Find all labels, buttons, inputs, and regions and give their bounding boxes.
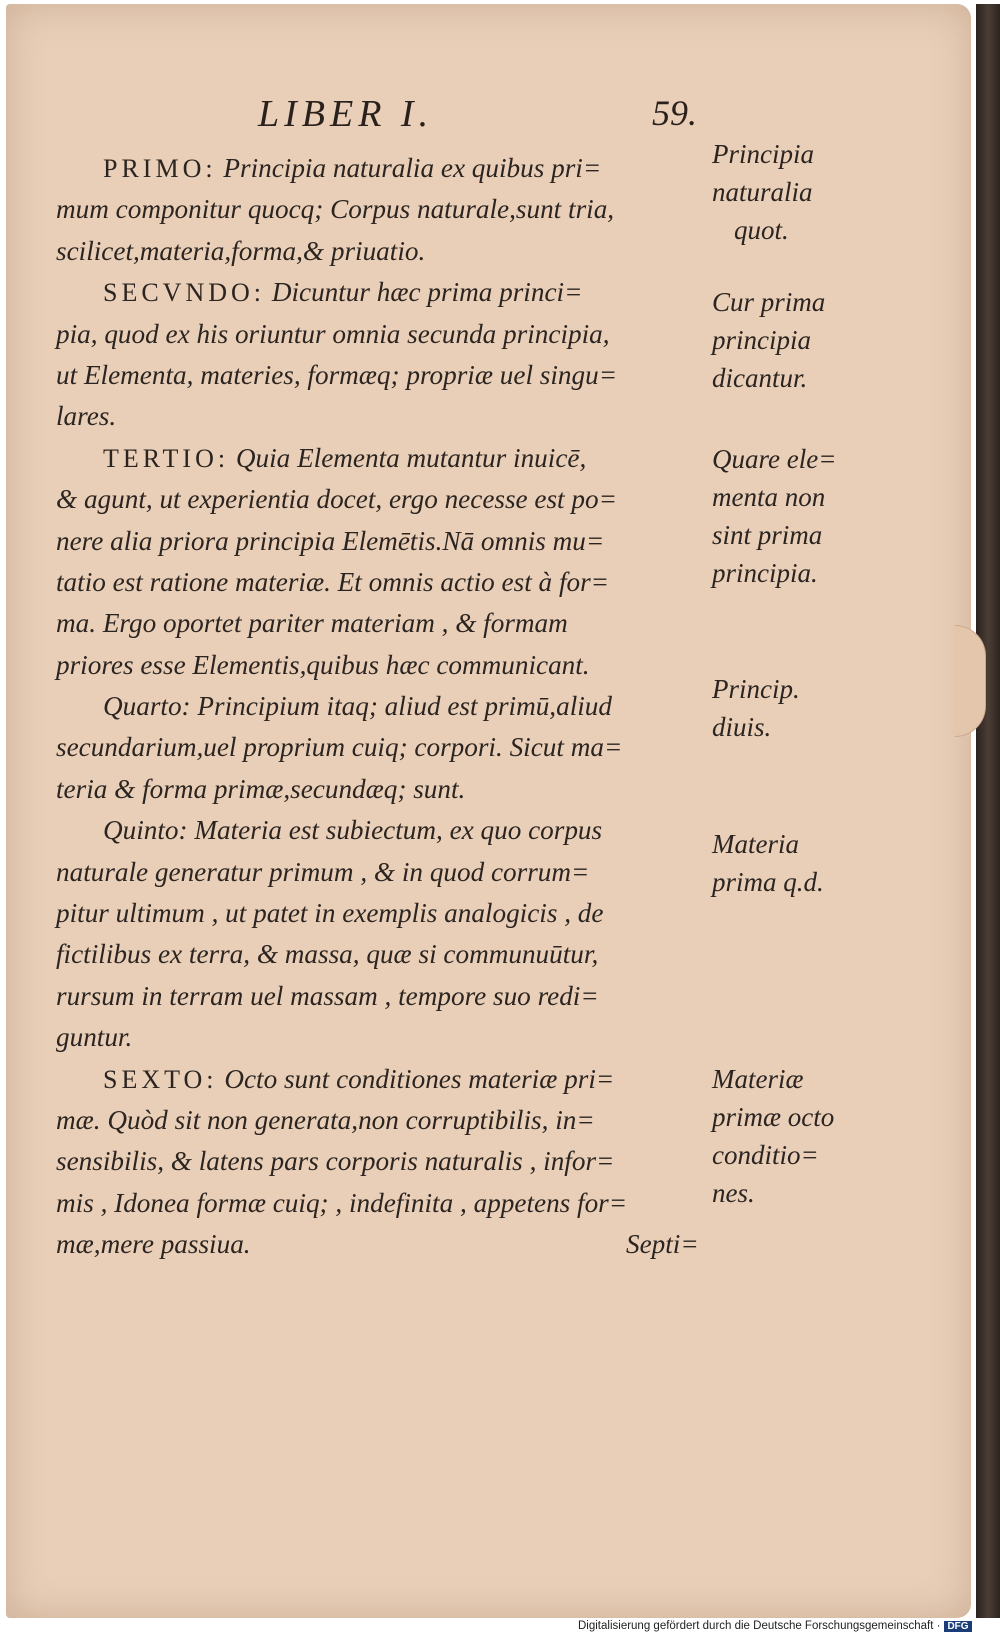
text-line: [56, 893, 696, 934]
line-text: mum componitur quocq; Corpus naturale,sunt tria,: [56, 194, 615, 225]
margin-note: [712, 670, 872, 746]
text-line: [56, 769, 696, 810]
text-line: [56, 1059, 696, 1100]
text-line: [56, 810, 696, 851]
margin-note-line: principia: [712, 325, 811, 355]
line-text: pia, quod ex his oriuntur omnia secunda principia,: [56, 318, 610, 349]
line-text: priores esse Elementis,quibus hæc communicant.: [56, 649, 590, 680]
margin-note-line: conditio=: [712, 1140, 819, 1170]
margin-note-line: principia.: [712, 558, 818, 588]
digitization-footer: [578, 1620, 998, 1640]
text-line: [56, 1017, 696, 1058]
line-text: nere alia priora principia Elemētis.Nā omnis mu=: [56, 525, 605, 556]
text-line: [56, 521, 696, 562]
margin-note-line: Quare ele=: [712, 444, 837, 474]
line-text: scilicet,materia,forma,& priuatio.: [56, 235, 426, 266]
margin-note-line: Materiæ: [712, 1064, 804, 1094]
line-text: mæ. Quòd sit non generata,non corruptibilis, in=: [56, 1104, 595, 1135]
text-line: [56, 1224, 699, 1265]
text-line: [56, 148, 696, 189]
margin-note-line: sint prima: [712, 520, 823, 550]
margin-note: [712, 283, 872, 397]
line-text: guntur.: [56, 1022, 133, 1053]
line-text: lares.: [56, 401, 117, 432]
text-line: [56, 396, 696, 437]
line-text: sensibilis, & latens pars corporis naturalis , infor=: [56, 1146, 615, 1177]
margin-note-line: primæ octo: [712, 1102, 835, 1132]
line-text: teria & forma primæ,secundæq; sunt.: [56, 773, 466, 804]
text-line: [56, 355, 696, 396]
body-text: [56, 148, 699, 1266]
margin-note-line: menta non: [712, 482, 826, 512]
text-line: [56, 438, 696, 479]
margin-note-line: Materia: [712, 829, 799, 859]
section-label: TERTIO:: [103, 443, 230, 473]
text-line: [56, 852, 696, 893]
line-text: ut Elementa, materies, formæq; propriæ uel singu=: [56, 359, 618, 390]
margin-note-line: diuis.: [712, 712, 772, 742]
margin-note: [712, 825, 872, 901]
text-line: [56, 1141, 696, 1182]
text-line: [56, 603, 696, 644]
margin-note-line: dicantur.: [712, 363, 808, 393]
text-line: [56, 1100, 696, 1141]
page-number: 59.: [652, 93, 697, 133]
line-text: mis , Idonea formæ cuiq; , indefinita , appetens for=: [56, 1187, 628, 1218]
text-line: [56, 686, 696, 727]
line-text: Principia naturalia ex quibus pri=: [216, 153, 602, 183]
margin-note-line: prima q.d.: [712, 867, 824, 897]
text-line: [56, 645, 696, 686]
catchword: Septi=: [626, 1229, 699, 1260]
page-tab-notch: [955, 625, 986, 737]
line-text: rursum in terram uel massam , tempore suo redi=: [56, 980, 599, 1011]
text-line: [56, 934, 696, 975]
running-header: [100, 92, 700, 142]
dfg-logo: DFG: [944, 1621, 971, 1632]
text-line: [56, 976, 696, 1017]
margin-note-line: Princip.: [712, 674, 800, 704]
line-text: ma. Ergo oportet pariter materiam , & formam: [56, 608, 568, 639]
line-text: Quarto: Principium itaq; aliud est primū,aliud: [103, 691, 612, 722]
text-line: [56, 231, 696, 272]
margin-note: [712, 440, 872, 592]
text-line: [56, 272, 696, 313]
book-spine: [976, 4, 1000, 1618]
text-line: [56, 479, 696, 520]
text-line: [56, 314, 696, 355]
line-text: tatio est ratione materiæ. Et omnis actio est à for=: [56, 566, 610, 597]
margin-note: [712, 135, 872, 249]
section-label: SECVNDO:: [103, 278, 266, 308]
margin-note-line: nes.: [712, 1178, 755, 1208]
line-text: & agunt, ut experientia docet, ergo necesse est po=: [56, 484, 617, 515]
line-text: fictilibus ex terra, & massa, quæ si communuūtur,: [56, 939, 599, 970]
footer-text: Digitalisierung gefördert durch die Deutsche Forschungsgemeinschaft ·: [578, 1620, 941, 1632]
running-title: LIBER I.: [258, 93, 434, 135]
line-text: pitur ultimum , ut patet in exemplis analogicis , de: [56, 898, 604, 929]
section-label: PRIMO:: [103, 154, 217, 183]
margin-note-line: Principia: [712, 139, 814, 169]
margin-note: [712, 1060, 872, 1212]
line-text: Quinto: Materia est subiectum, ex quo corpus: [103, 815, 603, 846]
line-text: mæ,mere passiua.: [56, 1229, 251, 1260]
text-line: [56, 727, 696, 768]
text-line: [56, 562, 696, 603]
margin-note-line: quot.: [734, 215, 789, 245]
text-line: [56, 189, 696, 230]
margin-note-line: Cur prima: [712, 287, 826, 317]
text-line: [56, 1183, 696, 1224]
line-text: naturale generatur primum , & in quod corrum=: [56, 856, 590, 887]
line-text: secundarium,uel proprium cuiq; corpori. Sicut ma=: [56, 732, 623, 763]
line-text: Quia Elementa mutantur inuicē,: [229, 442, 587, 473]
line-text: Dicuntur hæc prima princi=: [265, 277, 583, 308]
margin-note-line: naturalia: [712, 177, 813, 207]
line-text: Octo sunt conditiones materiæ pri=: [217, 1063, 615, 1094]
section-label: SEXTO:: [103, 1064, 218, 1094]
